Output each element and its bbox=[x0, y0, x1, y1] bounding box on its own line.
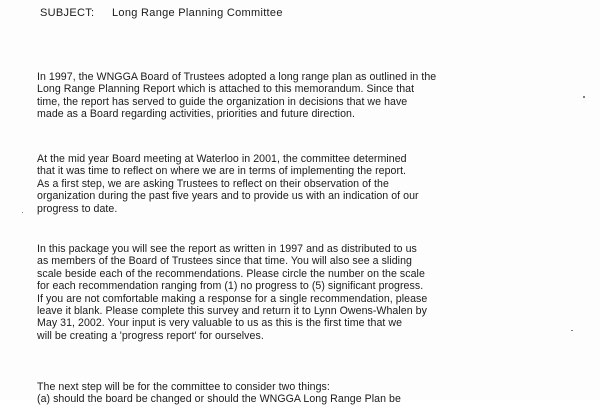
paragraph-line: In this package you will see the report as written in 1997 and as distributed to us bbox=[37, 243, 417, 255]
paragraph-line: organization during the past five years and to provide us with an indication of our bbox=[37, 190, 419, 203]
paragraph-4 bbox=[37, 381, 567, 406]
paragraph-line: time, the report has served to guide the organization in decisions that we have bbox=[37, 95, 408, 108]
subject-line bbox=[40, 7, 283, 19]
scan-speck bbox=[583, 96, 585, 98]
paragraph-line: progress to date. bbox=[37, 202, 118, 215]
paragraph-line: The next step will be for the committee to consider two things: bbox=[37, 381, 330, 393]
paragraph-line: as members of the Board of Trustees since that time. You will also see a sliding bbox=[37, 255, 412, 268]
paragraph-line: If you are not comfortable making a response for a single recommendation, please bbox=[37, 292, 428, 305]
paragraph-1 bbox=[37, 71, 567, 121]
scan-speck bbox=[22, 212, 23, 213]
paragraph-line: At the mid year Board meeting at Waterloo in 2001, the committee determined bbox=[37, 153, 407, 165]
paragraph-line: As a first step, we are asking Trustees to reflect on their observation of the bbox=[37, 177, 389, 190]
scan-speck bbox=[571, 330, 573, 331]
paragraph-line: that it was time to reflect on where we are in terms of implementing the report. bbox=[37, 165, 407, 178]
paragraph-2 bbox=[37, 153, 567, 215]
paragraph-line: for each recommendation ranging from (1) no progress to (5) significant progress. bbox=[37, 280, 424, 293]
paragraph-line: will be creating a 'progress report' for ourselves. bbox=[37, 329, 264, 342]
paragraph-line: scale beside each of the recommendations. Please circle the number on the scale bbox=[37, 267, 425, 280]
paragraph-line: May 31, 2002. Your input is very valuable to us as this is the first time that we bbox=[37, 317, 403, 330]
paragraph-line: (a) should the board be changed or should the WNGGA Long Range Plan be bbox=[37, 393, 401, 406]
subject-value: Long Range Planning Committee bbox=[112, 7, 283, 19]
paragraph-line: made as a Board regarding activities, priorities and future direction. bbox=[37, 108, 355, 121]
paragraph-line: Long Range Planning Report which is attached to this memorandum. Since that bbox=[37, 83, 415, 96]
subject-label: SUBJECT: bbox=[40, 7, 95, 19]
paragraph-line: In 1997, the WNGGA Board of Trustees adopted a long range plan as outlined in the bbox=[37, 71, 437, 83]
paragraph-3 bbox=[37, 243, 567, 342]
paragraph-line: leave it blank. Please complete this survey and return it to Lynn Owens-Whalen by bbox=[37, 304, 427, 317]
